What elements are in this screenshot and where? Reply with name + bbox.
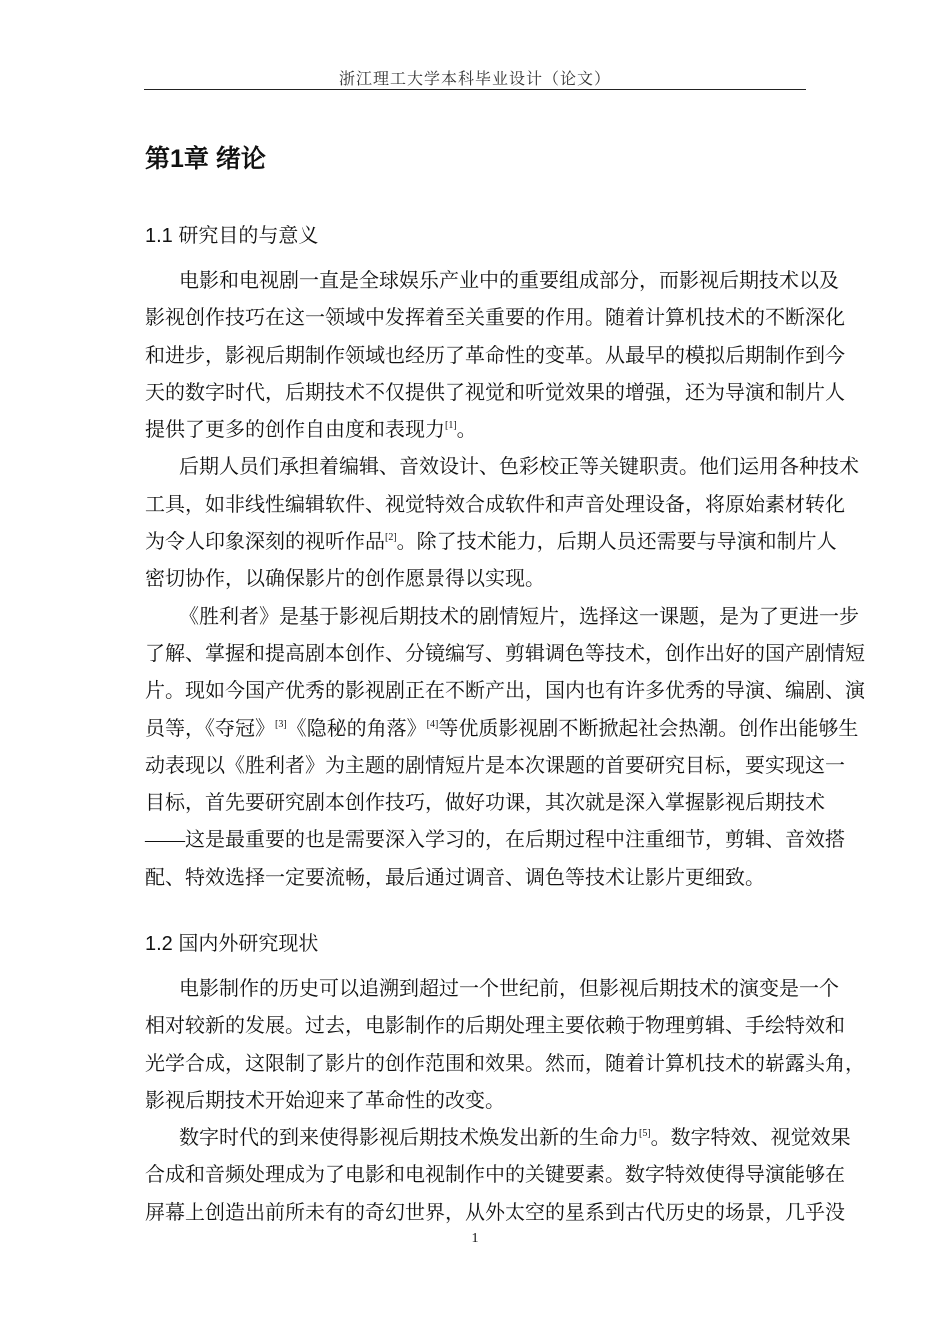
text-line xyxy=(145,711,859,748)
header-rule xyxy=(144,89,806,90)
text-line xyxy=(145,785,825,822)
text-line xyxy=(145,300,845,337)
text-segment: 配、特效选择一定要流畅，最后通过调音、调色等技术让影片更细致。 xyxy=(145,866,765,889)
text-line xyxy=(145,971,839,1008)
text-line xyxy=(145,636,865,673)
citation-ref: [2] xyxy=(385,532,397,544)
text-segment: 。 xyxy=(456,419,477,442)
text-line xyxy=(145,1008,845,1045)
text-line xyxy=(145,673,865,710)
text-line xyxy=(145,524,837,561)
text-segment: 相对较新的发展。过去，电影制作的后期处理主要依赖于物理剪辑、手绘特效和 xyxy=(145,1015,845,1038)
text-segment: 后期人员们承担着编辑、音效设计、色彩校正等关键职责。他们运用各种技术 xyxy=(179,456,859,479)
text-segment: 。数字特效、视觉效果 xyxy=(650,1127,851,1150)
text-line xyxy=(145,1120,851,1157)
citation-ref: [1] xyxy=(445,420,457,432)
text-segment: ——这是最重要的也是需要深入学习的，在后期过程中注重细节，剪辑、音效搭 xyxy=(145,829,845,852)
section-body-1-1 xyxy=(145,263,865,897)
text-segment: 天的数字时代，后期技术不仅提供了视觉和听觉效果的增强，还为导演和制片人 xyxy=(145,381,845,404)
section-heading-1-2: 1.2 国内外研究现状 xyxy=(145,933,319,955)
text-segment: 员等，《夺冠》 xyxy=(145,717,275,740)
text-line xyxy=(145,1046,865,1083)
paragraph xyxy=(145,263,845,449)
text-line xyxy=(145,375,845,412)
text-line xyxy=(145,561,806,598)
chapter-title: 第1章 绪论 xyxy=(145,145,266,173)
text-segment: 电影和电视剧一直是全球娱乐产业中的重要组成部分，而影视后期技术以及 xyxy=(179,270,839,292)
text-line xyxy=(145,263,839,300)
text-line xyxy=(145,599,859,636)
text-segment: 动表现以《胜利者》为主题的剧情短片是本次课题的首要研究目标，要实现这一 xyxy=(145,754,845,777)
paragraph xyxy=(145,599,865,897)
text-segment: 合成和音频处理成为了电影和电视制作中的关键要素。数字特效使得导演能够在 xyxy=(145,1164,845,1187)
section-body-1-2 xyxy=(145,971,865,1232)
text-line xyxy=(145,748,845,785)
citation-ref: [4] xyxy=(426,718,439,730)
text-line xyxy=(145,1195,845,1232)
text-segment: 光学合成，这限制了影片的创作范围和效果。然而，随着计算机技术的崭露头角， xyxy=(145,1052,865,1075)
text-line xyxy=(145,822,845,859)
text-segment: 影视创作技巧在这一领域中发挥着至关重要的作用。随着计算机技术的不断深化 xyxy=(145,307,845,330)
paragraph xyxy=(145,971,865,1120)
page-number: 1 xyxy=(471,1231,479,1246)
text-line xyxy=(145,1157,845,1194)
text-segment: 提供了更多的创作自由度和表现力 xyxy=(145,419,445,442)
text-segment: 和进步，影视后期制作领域也经历了革命性的变革。从最早的模拟后期制作到今 xyxy=(145,344,845,367)
paragraph xyxy=(145,1120,851,1232)
text-segment: 目标，首先要研究剧本创作技巧，做好功课，其次就是深入掌握影视后期技术 xyxy=(145,792,825,815)
text-line xyxy=(145,860,806,897)
text-segment: 为令人印象深刻的视听作品 xyxy=(145,531,385,554)
text-line xyxy=(145,338,845,375)
text-segment: 电影制作的历史可以追溯到超过一个世纪前，但影视后期技术的演变是一个 xyxy=(179,978,839,1000)
text-segment: 了解、掌握和提高剧本创作、分镜编写、剪辑调色等技术，创作出好的国产剧情短 xyxy=(145,642,865,665)
text-segment: 等优质影视剧不断掀起社会热潮。创作出能够生 xyxy=(438,717,859,740)
citation-ref: [3] xyxy=(275,718,287,730)
text-segment: 数字时代的到来使得影视后期技术焕发出新的生命力 xyxy=(179,1127,639,1150)
section-heading-1-1: 1.1 研究目的与意义 xyxy=(145,225,319,247)
running-header: 浙江理工大学本科毕业设计（论文） xyxy=(338,71,611,88)
text-segment: 《胜利者》是基于影视后期技术的剧情短片，选择这一课题，是为了更进一步 xyxy=(179,605,859,628)
text-line xyxy=(145,449,859,486)
text-segment: 工具，如非线性编辑软件、视觉特效合成软件和声音处理设备，将原始素材转化 xyxy=(145,493,845,516)
text-segment: 。除了技术能力，后期人员还需要与导演和制片人 xyxy=(396,531,837,554)
text-segment: 片。现如今国产优秀的影视剧正在不断产出，国内也有许多优秀的导演、编剧、演 xyxy=(145,680,865,703)
text-segment: 密切协作，以确保影片的创作愿景得以实现。 xyxy=(145,568,545,591)
text-segment: 《隐秘的角落》 xyxy=(286,717,427,740)
paragraph xyxy=(145,449,859,598)
text-segment: 影视后期技术开始迎来了革命性的改变。 xyxy=(145,1089,505,1112)
text-line xyxy=(145,487,845,524)
text-line xyxy=(145,1083,806,1120)
text-line xyxy=(145,412,806,449)
citation-ref: [5] xyxy=(639,1128,651,1140)
text-segment: 屏幕上创造出前所未有的奇幻世界，从外太空的星系到古代历史的场景，几乎没 xyxy=(145,1201,845,1224)
